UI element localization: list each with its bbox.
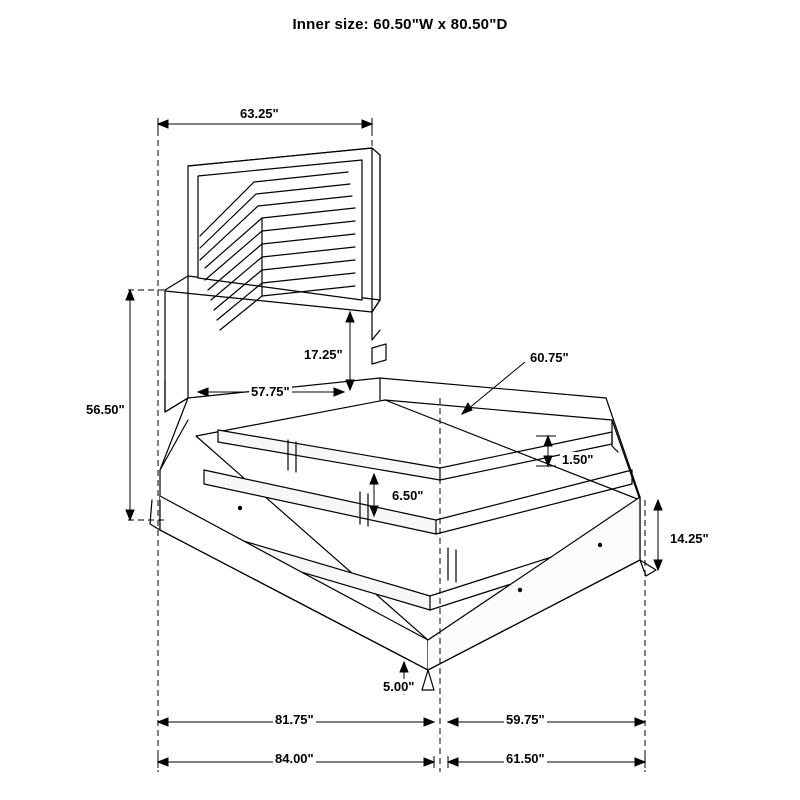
dimension-label-headboard-width: 63.25"	[240, 106, 279, 121]
dimension-label-leg-height: 5.00"	[383, 679, 415, 694]
dimension-label-side-depth-front: 81.75"	[275, 712, 314, 727]
page-title: Inner size: 60.50"W x 80.50"D	[292, 16, 508, 33]
dimension-label-slat-support-height: 6.50"	[392, 488, 424, 503]
dimension-label-overall-depth: 84.00"	[275, 751, 314, 766]
dimension-label-rail-width: 60.75"	[530, 350, 569, 365]
dimension-label-overall-height: 56.50"	[86, 402, 125, 417]
dimension-label-slat-thickness: 1.50"	[562, 452, 594, 467]
dimension-label-overall-width: 61.50"	[506, 751, 545, 766]
dimension-label-headboard-inner-width: 57.75"	[251, 384, 290, 399]
dimension-label-side-rail-height: 14.25"	[670, 531, 709, 546]
dimension-label-headboard-panel-height: 17.25"	[304, 347, 343, 362]
dimension-label-foot-width-inner: 59.75"	[506, 712, 545, 727]
